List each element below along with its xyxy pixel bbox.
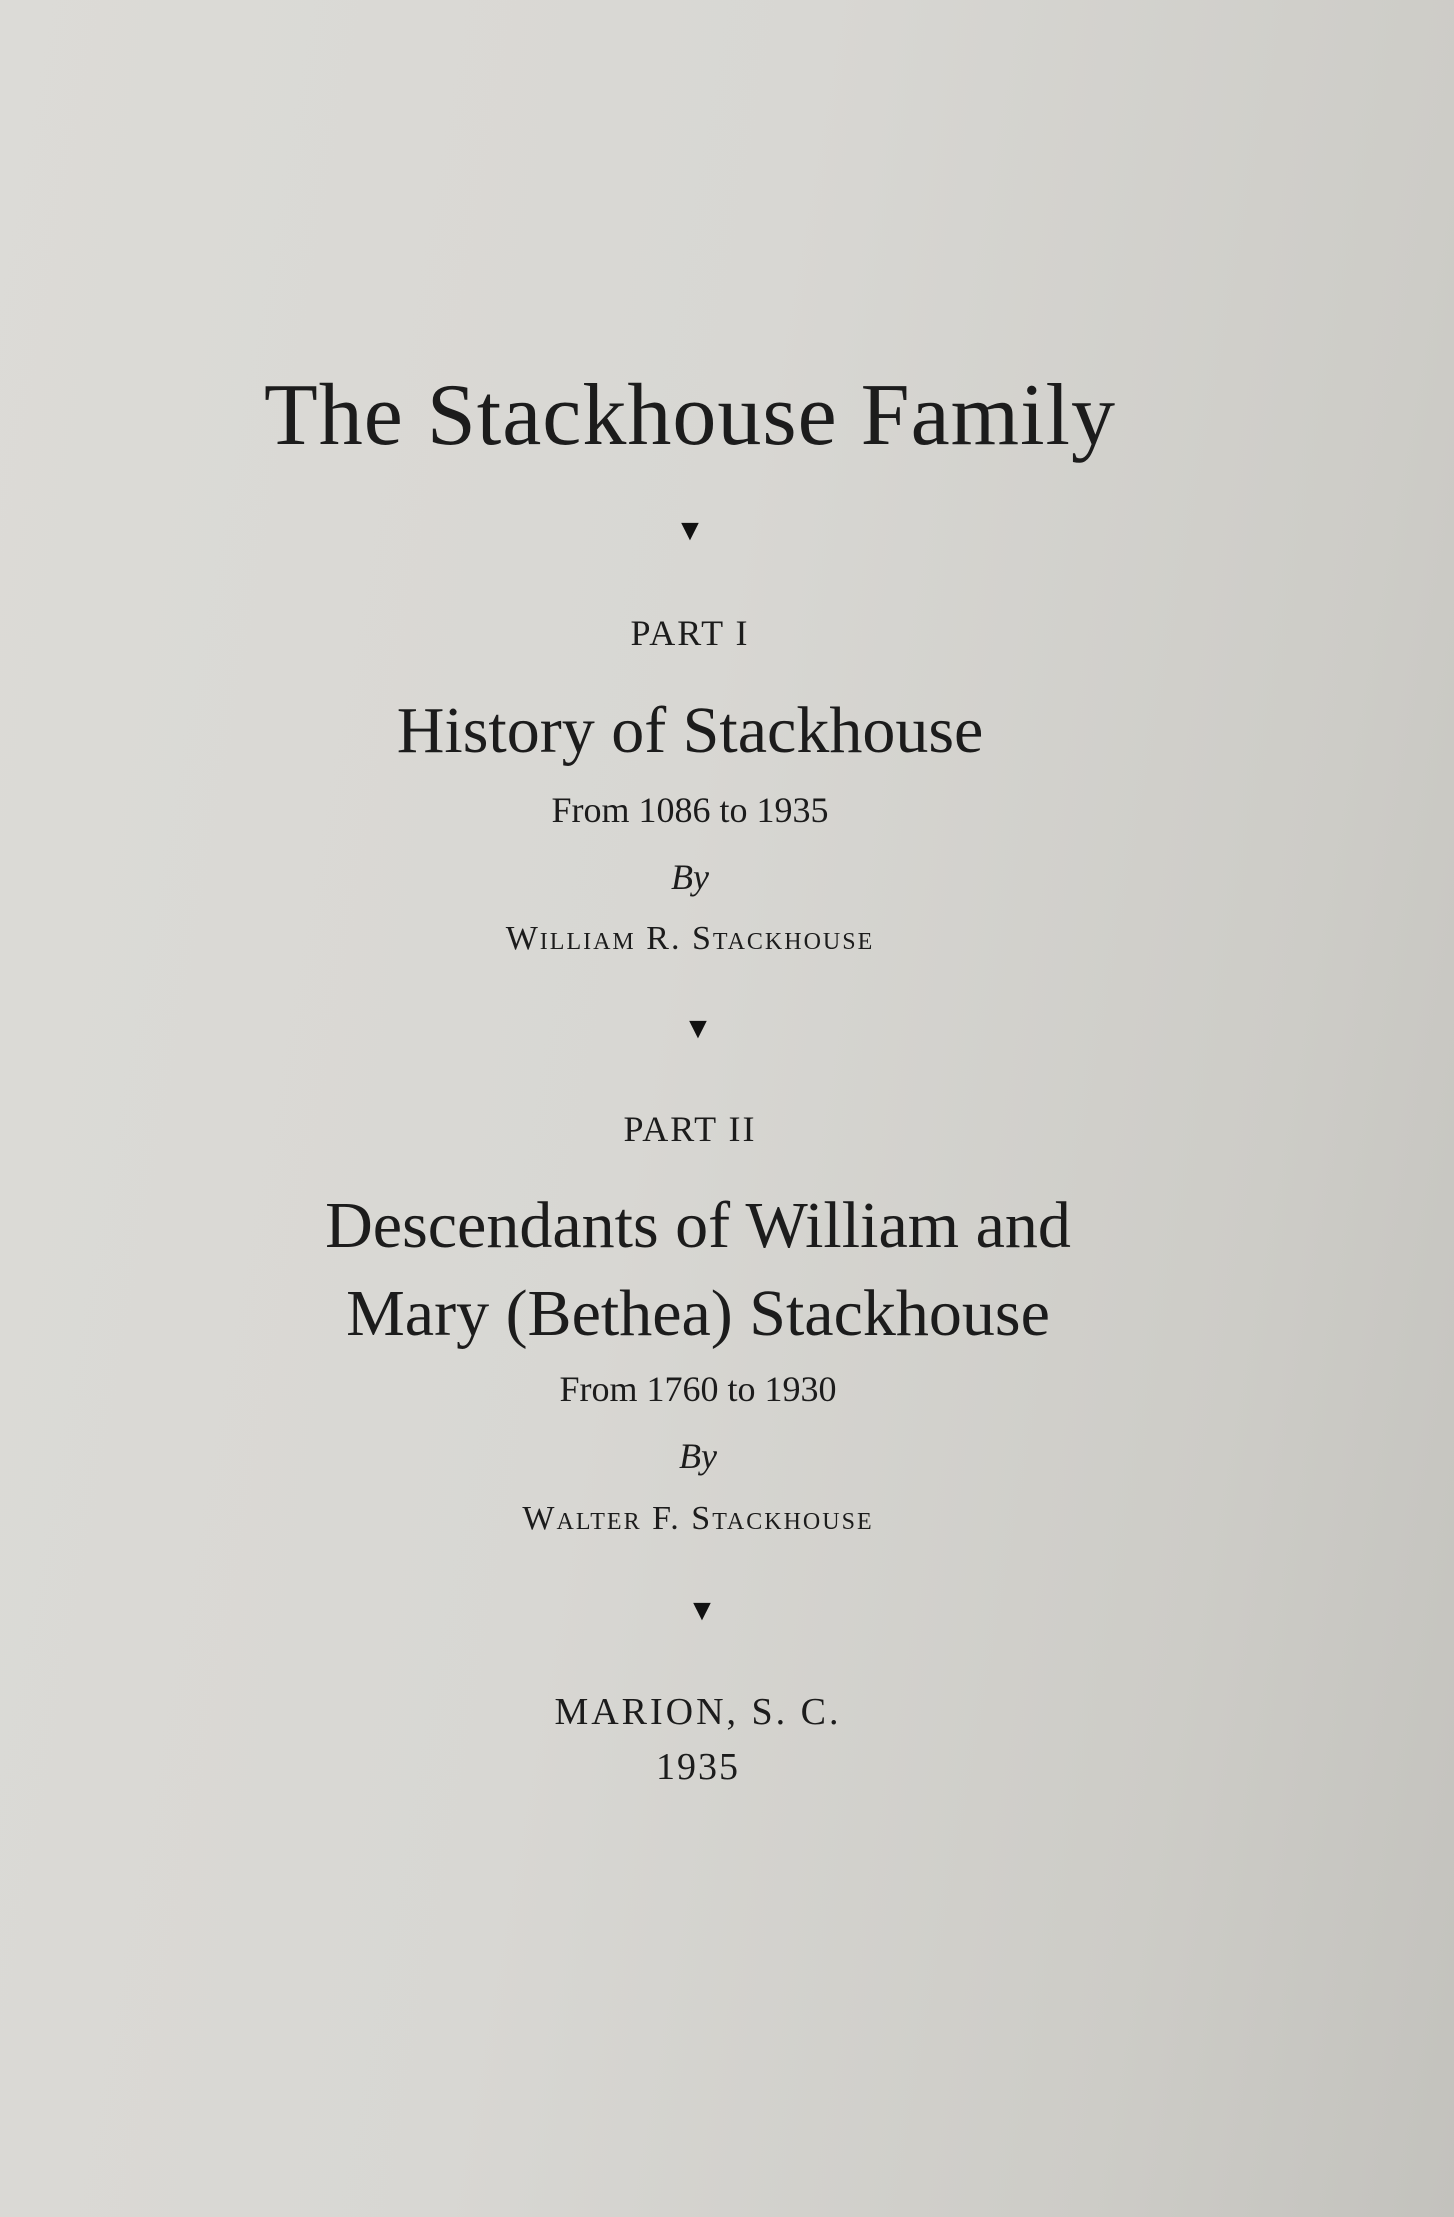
book-title: The Stackhouse Family bbox=[264, 367, 1116, 464]
part1-label: PART I bbox=[630, 613, 750, 653]
triangle-ornament-icon: ▼ bbox=[675, 514, 705, 547]
part2-title-line2: Mary (Bethea) Stackhouse bbox=[346, 1277, 1050, 1350]
part1-title: History of Stackhouse bbox=[396, 694, 984, 767]
imprint-year: 1935 bbox=[656, 1746, 740, 1788]
part1-author: William R. Stackhouse bbox=[505, 920, 875, 957]
triangle-ornament-icon: ▼ bbox=[687, 1594, 717, 1627]
part2-label: PART II bbox=[623, 1109, 757, 1149]
part2-title-line1: Descendants of William and bbox=[325, 1189, 1071, 1262]
part2-author: Walter F. Stackhouse bbox=[522, 1500, 874, 1537]
triangle-ornament-icon: ▼ bbox=[683, 1012, 713, 1045]
part1-date-range: From 1086 to 1935 bbox=[551, 790, 829, 830]
part2-by-label: By bbox=[679, 1436, 717, 1476]
part2-date-range: From 1760 to 1930 bbox=[559, 1369, 837, 1409]
imprint-place: MARION, S. C. bbox=[554, 1691, 842, 1733]
part1-by-label: By bbox=[671, 857, 709, 897]
